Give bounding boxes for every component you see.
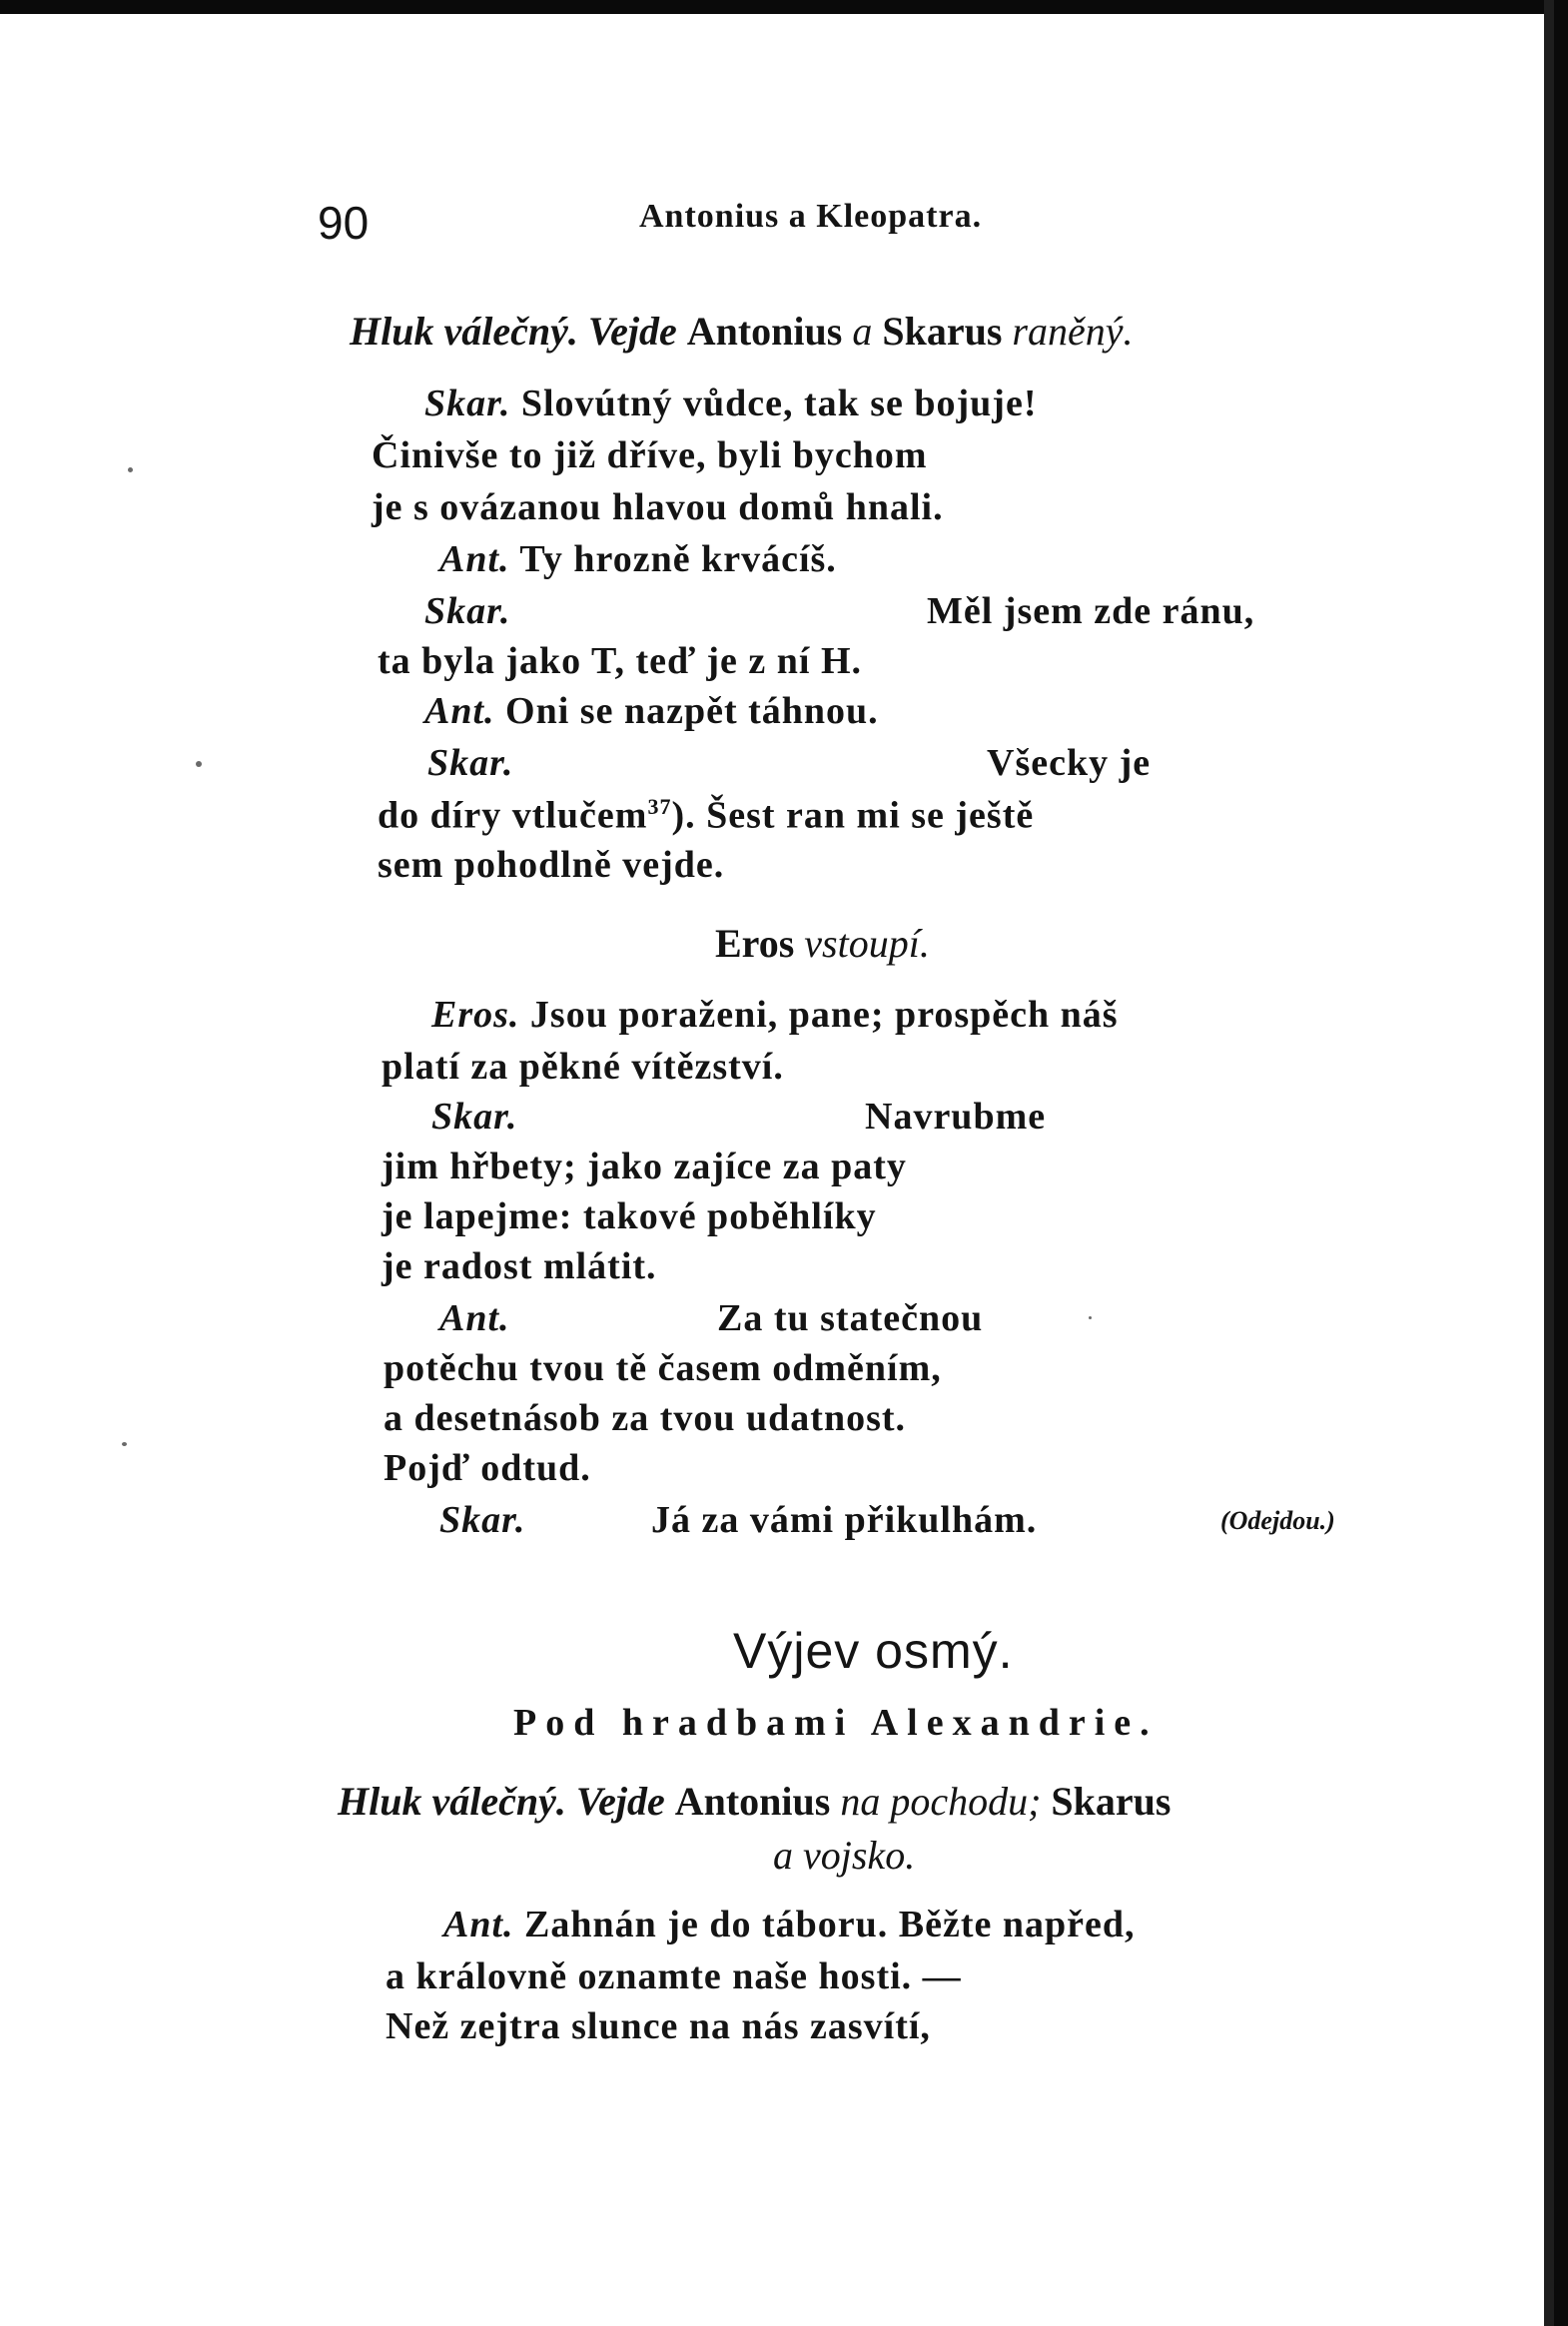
character-name: Skarus [1051, 1779, 1172, 1824]
scan-border-top [0, 0, 1568, 14]
speaker-label: Skar. [427, 742, 514, 784]
stage-text: na pochodu; [840, 1779, 1042, 1824]
page-number: 90 [318, 197, 370, 249]
verse-line [427, 744, 513, 782]
verse-line: a královně oznamte naše hosti. — [386, 1955, 962, 1997]
verse-line-continuation: Navrubme [865, 1096, 1047, 1138]
scene-title: Výjev osmý. [733, 1623, 1014, 1679]
running-title: Antonius a Kleopatra. [639, 198, 983, 235]
verse-line: Než zejtra slunce na nás zasvítí, [386, 2005, 931, 2047]
verse-line [424, 692, 879, 730]
verse-line: ta byla jako T, teď je z ní H. [378, 640, 862, 682]
verse-line: Činivše to již dříve, byli bychom [372, 434, 928, 476]
verse-line: je radost mlátit. [382, 1245, 657, 1287]
speaker-label: Skar. [424, 383, 511, 424]
verse-text: Jsou poraženi, pane; prospěch náš [529, 994, 1119, 1036]
verse-line [439, 1299, 510, 1337]
verse-line [424, 592, 510, 630]
stage-direction [350, 309, 1134, 354]
verse-line: sem pohodlně vejde. [378, 844, 725, 886]
character-name: Antonius [686, 309, 843, 354]
verse-line-continuation: Všecky je [987, 742, 1152, 784]
verse-line [439, 540, 837, 578]
verse-line [443, 1906, 1135, 1943]
stage-text: Hluk válečný. Vejde [338, 1779, 665, 1824]
character-name: Antonius [674, 1779, 831, 1824]
stage-direction-continuation: a vojsko. [773, 1833, 916, 1878]
verse-text: Slovútný vůdce, tak se bojuje! [520, 383, 1038, 424]
verse-line-continuation: Měl jsem zde ránu, [927, 590, 1255, 632]
exit-direction: (Odejdou.) [1220, 1506, 1335, 1535]
verse-text: Zahnán je do táboru. Běžte napřed, [524, 1904, 1136, 1945]
verse-line: Pojď odtud. [384, 1447, 591, 1489]
character-name: Skarus [882, 309, 1003, 354]
speaker-label: Eros. [431, 994, 520, 1036]
stage-direction [338, 1779, 1172, 1824]
scan-border-right-shadow [1544, 0, 1554, 2326]
stage-text: a [852, 309, 873, 354]
verse-line [431, 1098, 517, 1136]
verse-line-continuation: Za tu statečnou [717, 1297, 984, 1339]
character-name: Eros [715, 921, 795, 966]
verse-text: Oni se nazpět táhnou. [505, 690, 879, 732]
verse-line: platí za pěkné vítězství. [382, 1046, 784, 1088]
verse-line: jim hřbety; jako zajíce za paty [382, 1146, 907, 1187]
verse-line: a desetnásob za tvou udatnost. [384, 1397, 907, 1439]
verse-text: Ty hrozně krvácíš. [519, 538, 837, 580]
stage-text: raněný. [1012, 309, 1134, 354]
scan-border-right [1554, 0, 1568, 2326]
verse-line [424, 385, 1037, 422]
speaker-label: Ant. [439, 1297, 510, 1339]
verse-line: do díry vtlučem$^{37}$). Šest ran mi se ještě [378, 794, 1035, 837]
speaker-label: Ant. [424, 690, 495, 732]
speaker-label: Skar. [439, 1499, 526, 1541]
speaker-label: Skar. [431, 1096, 518, 1138]
speaker-label: Skar. [424, 590, 511, 632]
stage-text: vstoupí. [804, 921, 930, 966]
speaker-label: Ant. [443, 1904, 514, 1945]
footnote-ref: 37 [647, 794, 672, 819]
verse-line: je lapejme: takové poběhlíky [382, 1195, 877, 1237]
verse-line: potěchu tvou tě časem odměním, [384, 1347, 942, 1389]
verse-line: je s ovázanou hlavou domů hnali. [372, 486, 944, 528]
scene-place: Pod hradbami Alexandrie. [513, 1702, 1159, 1744]
stage-text: Hluk válečný. Vejde [350, 309, 677, 354]
verse-line-continuation: Já za vámi přikulhám. [651, 1499, 1038, 1541]
stage-direction [715, 921, 930, 966]
verse-line [439, 1501, 525, 1539]
verse-line [431, 996, 1119, 1034]
speaker-label: Ant. [439, 538, 510, 580]
